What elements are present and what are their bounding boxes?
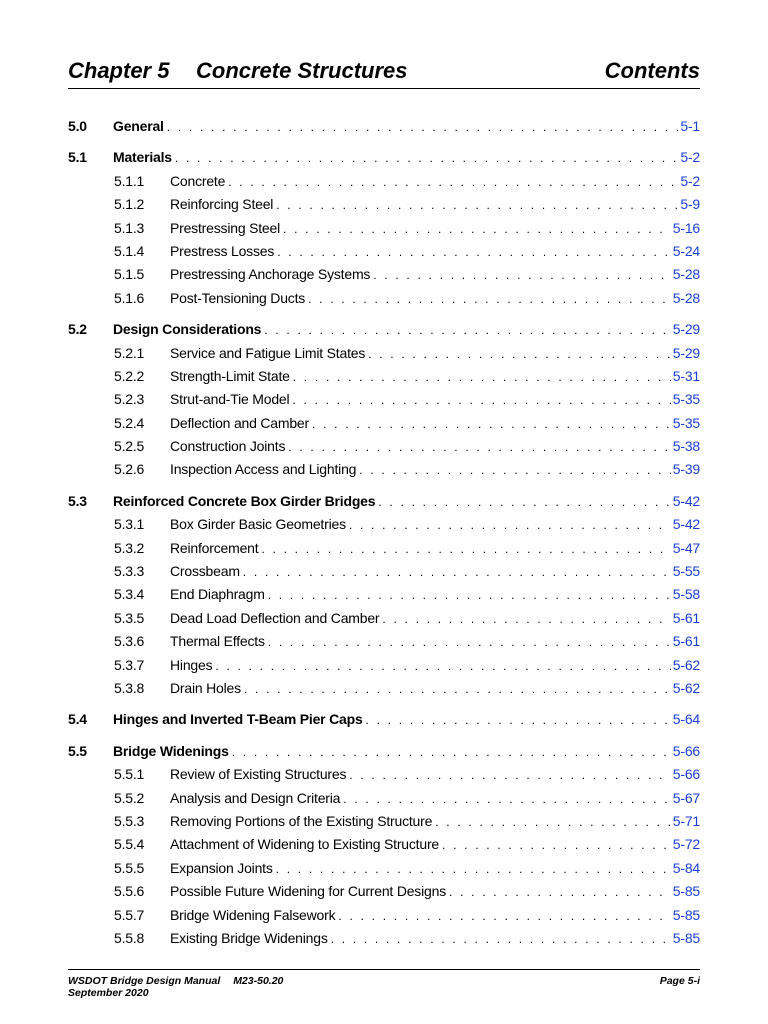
dot-leader [442, 838, 671, 852]
section-title: Design Considerations [113, 321, 262, 338]
toc-section [68, 118, 700, 141]
dot-leader [378, 495, 670, 509]
section-number: 5.1 [68, 149, 87, 166]
page-link[interactable]: 5-67 [672, 789, 700, 806]
dot-leader [277, 245, 671, 259]
dot-leader [331, 932, 671, 946]
subsection-title: Prestressing Anchorage Systems [170, 266, 371, 283]
section-title: General [113, 118, 164, 134]
toc-entry-subsection[interactable] [68, 196, 700, 219]
page-link[interactable]: 5-35 [672, 414, 700, 431]
section-number: 5.4 [68, 711, 87, 728]
toc-entry-subsection[interactable] [68, 243, 700, 266]
subsection-number: 5.2.3 [114, 391, 145, 408]
subsection-number: 5.2.2 [114, 367, 145, 384]
subsection-title: Strut-and-Tie Model [170, 391, 290, 408]
manual-title: WSDOT Bridge Design Manual [68, 975, 221, 987]
dot-leader [435, 815, 671, 829]
page-link[interactable]: 5-16 [672, 219, 700, 236]
page-link[interactable]: 5-42 [672, 492, 700, 509]
toc-section [68, 493, 700, 704]
toc-entry-section[interactable] [68, 493, 700, 516]
dot-leader [288, 440, 671, 454]
page-link[interactable]: 5-28 [672, 289, 700, 306]
subsection-title: Reinforcing Steel [170, 196, 274, 213]
toc-entry-subsection[interactable] [68, 438, 700, 461]
toc-entry-section[interactable] [68, 321, 700, 344]
subsection-number: 5.3.1 [114, 516, 145, 533]
subsection-title: Reinforcement [170, 539, 259, 556]
page-link[interactable]: 5-61 [672, 609, 700, 626]
subsection-number: 5.5.4 [114, 836, 145, 853]
chapter-title: Concrete Structures [196, 58, 408, 83]
dot-leader [449, 885, 671, 899]
dot-leader [349, 768, 670, 782]
publication-date: September 2020 [68, 987, 149, 999]
subsection-title: Post-Tensioning Ducts [170, 289, 306, 306]
page-link[interactable]: 5-62 [672, 656, 700, 673]
dot-leader [382, 612, 670, 626]
subsection-title: Service and Fatigue Limit States [170, 344, 366, 361]
toc-entry-subsection[interactable] [68, 860, 700, 883]
section-title: Hinges and Inverted T-Beam Pier Caps [113, 711, 363, 728]
subsection-number: 5.5.6 [114, 883, 145, 900]
toc-entry-subsection[interactable] [68, 586, 700, 609]
subsection-title: Analysis and Design Criteria [170, 789, 341, 806]
dot-leader [368, 347, 671, 361]
page-link[interactable]: 5-9 [680, 196, 700, 213]
toc-entry-subsection[interactable] [68, 290, 700, 313]
toc-entry-subsection[interactable] [68, 680, 700, 703]
toc-entry-section[interactable] [68, 711, 700, 734]
page-link[interactable]: 5-71 [672, 812, 700, 829]
toc-entry-subsection[interactable] [68, 391, 700, 414]
dot-leader [276, 198, 678, 212]
toc-entry-subsection[interactable] [68, 173, 700, 196]
subsection-number: 5.5.3 [114, 812, 145, 829]
toc-entry-subsection[interactable] [68, 516, 700, 539]
page-link[interactable]: 5-2 [680, 172, 700, 189]
dot-leader [293, 370, 671, 384]
toc-entry-subsection[interactable] [68, 220, 700, 243]
section-number: 5.3 [68, 492, 87, 509]
dot-leader [276, 862, 671, 876]
page-link[interactable]: 5-58 [672, 586, 700, 603]
toc-entry-subsection[interactable] [68, 266, 700, 289]
dot-leader [228, 175, 678, 189]
page-link[interactable]: 5-85 [672, 906, 700, 923]
subsection-number: 5.2.6 [114, 461, 145, 478]
toc-entry-subsection[interactable] [68, 563, 700, 586]
subsection-title: Strength-Limit State [170, 367, 290, 384]
dot-leader [366, 713, 671, 727]
dot-leader [261, 542, 670, 556]
subsection-number: 5.5.1 [114, 766, 145, 783]
dot-leader [232, 745, 671, 759]
subsection-number: 5.1.2 [114, 196, 145, 213]
toc-entry-section[interactable] [68, 149, 700, 172]
subsection-title: Concrete [170, 172, 226, 189]
toc-entry-subsection[interactable] [68, 836, 700, 859]
dot-leader [167, 120, 679, 134]
dot-leader [268, 588, 671, 602]
toc-entry-subsection[interactable] [68, 813, 700, 836]
subsection-title: Hinges [170, 656, 213, 673]
toc-entry-subsection[interactable] [68, 657, 700, 680]
dot-leader [243, 565, 671, 579]
table-of-contents [68, 118, 700, 961]
toc-section [68, 321, 700, 485]
subsection-title: Prestressing Steel [170, 219, 281, 236]
page-link[interactable]: 5-24 [672, 242, 700, 259]
subsection-title: Review of Existing Structures [170, 766, 347, 783]
toc-section [68, 711, 700, 734]
page-link[interactable]: 5-29 [672, 344, 700, 361]
toc-entry-subsection[interactable] [68, 633, 700, 656]
subsection-number: 5.3.5 [114, 609, 145, 626]
page-number: Page 5-i [659, 975, 700, 987]
page-footer [68, 969, 700, 999]
subsection-title: Possible Future Widening for Current Designs [170, 883, 446, 900]
page-link[interactable]: 5-28 [672, 266, 700, 283]
subsection-number: 5.2.5 [114, 438, 145, 455]
subsection-title: Drain Holes [170, 679, 241, 696]
section-title: Reinforced Concrete Box Girder Bridges [113, 492, 376, 509]
toc-entry-subsection[interactable] [68, 790, 700, 813]
dot-leader [343, 792, 671, 806]
subsection-title: Crossbeam [170, 563, 240, 580]
page-link[interactable]: 5-66 [672, 766, 700, 783]
page-link[interactable]: 5-31 [672, 367, 700, 384]
toc-entry-subsection[interactable] [68, 883, 700, 906]
toc-entry-subsection[interactable] [68, 415, 700, 438]
section-number: 5.2 [68, 321, 87, 338]
dot-leader [312, 417, 671, 431]
subsection-number: 5.3.7 [114, 656, 145, 673]
dot-leader [292, 393, 670, 407]
subsection-number: 5.3.4 [114, 586, 145, 603]
dot-leader [308, 292, 671, 306]
toc-entry-subsection[interactable] [68, 461, 700, 484]
subsection-title: Expansion Joints [170, 859, 273, 876]
subsection-title: Construction Joints [170, 438, 286, 455]
toc-entry-subsection[interactable] [68, 766, 700, 789]
toc-entry-subsection[interactable] [68, 907, 700, 930]
page-link[interactable]: 5-47 [672, 539, 700, 556]
subsection-number: 5.2.1 [114, 344, 145, 361]
section-title: Materials [113, 149, 172, 166]
subsection-title: Inspection Access and Lighting [170, 461, 357, 478]
subsection-title: Removing Portions of the Existing Structure [170, 812, 433, 829]
dot-leader [175, 151, 678, 165]
page-link[interactable]: 5-85 [672, 883, 700, 900]
dot-leader [373, 268, 671, 282]
subsection-number: 5.2.4 [114, 414, 145, 431]
contents-heading: Contents [604, 58, 700, 83]
page-link[interactable]: 5-72 [672, 836, 700, 853]
subsection-number: 5.3.6 [114, 633, 145, 650]
section-number: 5.0 [68, 118, 87, 134]
toc-entry-subsection[interactable] [68, 540, 700, 563]
subsection-number: 5.3.2 [114, 539, 145, 556]
manual-id: M23-50.20 [233, 975, 284, 987]
page-link[interactable]: 5-64 [672, 711, 700, 728]
page-link[interactable]: 5-35 [672, 391, 700, 408]
dot-leader [268, 635, 671, 649]
subsection-number: 5.1.6 [114, 289, 145, 306]
subsection-title: End Diaphragm [170, 586, 265, 603]
subsection-title: Prestress Losses [170, 242, 275, 259]
subsection-number: 5.1.3 [114, 219, 145, 236]
toc-entry-section[interactable] [68, 118, 700, 141]
subsection-title: Deflection and Camber [170, 414, 309, 431]
section-title: Bridge Widenings [113, 742, 229, 759]
toc-entry-subsection[interactable] [68, 930, 700, 953]
subsection-number: 5.1.4 [114, 242, 145, 259]
subsection-title: Bridge Widening Falsework [170, 906, 336, 923]
subsection-number: 5.5.8 [114, 929, 145, 946]
dot-leader [264, 323, 670, 337]
subsection-title: Thermal Effects [170, 633, 265, 650]
dot-leader [359, 463, 671, 477]
subsection-number: 5.5.2 [114, 789, 145, 806]
subsection-title: Attachment of Widening to Existing Structure [170, 836, 439, 853]
toc-entry-subsection[interactable] [68, 345, 700, 368]
page-link[interactable]: 5-84 [672, 859, 700, 876]
subsection-number: 5.1.1 [114, 172, 145, 189]
dot-leader [215, 659, 670, 673]
subsection-number: 5.3.3 [114, 563, 145, 580]
subsection-number: 5.1.5 [114, 266, 145, 283]
toc-section [68, 743, 700, 954]
dot-leader [349, 518, 671, 532]
page-link[interactable]: 5-29 [672, 321, 700, 338]
page-link[interactable]: 5-2 [680, 149, 700, 166]
dot-leader [283, 222, 671, 236]
toc-entry-section[interactable] [68, 743, 700, 766]
dot-leader [244, 682, 671, 696]
section-number: 5.5 [68, 742, 87, 759]
toc-section [68, 149, 700, 313]
page-link[interactable]: 5-1 [680, 118, 700, 134]
page-link[interactable]: 5-66 [672, 742, 700, 759]
page-link[interactable]: 5-61 [672, 633, 700, 650]
page-link[interactable]: 5-62 [672, 679, 700, 696]
chapter-number: Chapter 5 [68, 58, 170, 83]
subsection-title: Dead Load Deflection and Camber [170, 609, 380, 626]
subsection-title: Box Girder Basic Geometries [170, 516, 346, 533]
page-link[interactable]: 5-55 [672, 563, 700, 580]
page-link[interactable]: 5-39 [672, 461, 700, 478]
page-link[interactable]: 5-85 [672, 929, 700, 946]
subsection-title: Existing Bridge Widenings [170, 929, 328, 946]
dot-leader [338, 909, 670, 923]
subsection-number: 5.3.8 [114, 679, 145, 696]
page-header [68, 56, 700, 89]
page-link[interactable]: 5-42 [672, 516, 700, 533]
subsection-number: 5.5.5 [114, 859, 145, 876]
subsection-number: 5.5.7 [114, 906, 145, 923]
toc-entry-subsection[interactable] [68, 368, 700, 391]
page-link[interactable]: 5-38 [672, 438, 700, 455]
toc-entry-subsection[interactable] [68, 610, 700, 633]
